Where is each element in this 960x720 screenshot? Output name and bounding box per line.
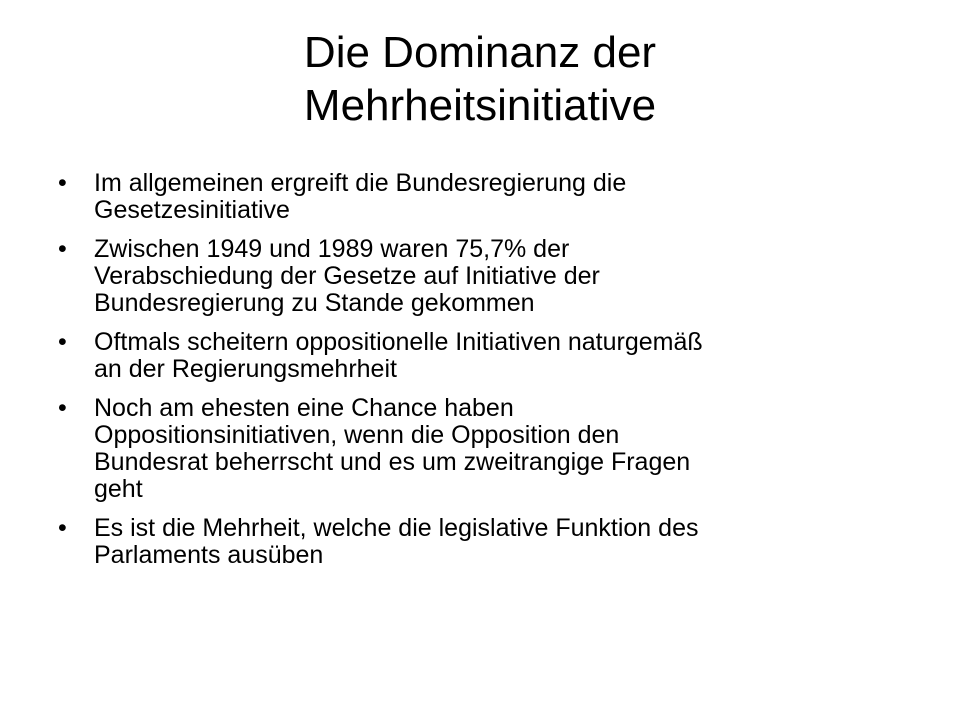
slide-title xyxy=(120,26,840,132)
bullet-item xyxy=(56,170,896,224)
bullet-line: Oppositionsinitiativen, wenn die Opposition den xyxy=(94,421,620,449)
bullet-item xyxy=(56,236,896,317)
bullet-list xyxy=(56,170,896,581)
bullet-line: Parlaments ausüben xyxy=(94,541,324,569)
bullet-line: Zwischen 1949 und 1989 waren 75,7% der xyxy=(94,235,570,263)
bullet-item xyxy=(56,515,896,569)
bullet-line: an der Regierungsmehrheit xyxy=(94,355,397,383)
bullet-line: Noch am ehesten eine Chance haben xyxy=(94,394,514,422)
bullet-dot-icon: • xyxy=(58,394,67,422)
bullet-line: Bundesregierung zu Stande gekommen xyxy=(94,289,535,317)
bullet-line: Verabschiedung der Gesetze auf Initiative der xyxy=(94,262,600,290)
bullet-line: Bundesrat beherrscht und es um zweitrangige Fragen xyxy=(94,448,691,476)
bullet-line: Oftmals scheitern oppositionelle Initiativen naturgemäß xyxy=(94,328,703,356)
bullet-dot-icon: • xyxy=(58,328,67,356)
bullet-line: Gesetzesinitiative xyxy=(94,196,290,224)
bullet-dot-icon: • xyxy=(58,169,67,197)
bullet-item xyxy=(56,395,896,503)
bullet-line: Im allgemeinen ergreift die Bundesregierung die xyxy=(94,169,627,197)
bullet-dot-icon: • xyxy=(58,235,67,263)
bullet-item xyxy=(56,329,896,383)
bullet-line: geht xyxy=(94,475,143,503)
slide-title-line: Mehrheitsinitiative xyxy=(303,81,657,130)
bullet-line: Es ist die Mehrheit, welche die legislative Funktion des xyxy=(94,514,699,542)
bullet-dot-icon: • xyxy=(58,514,67,542)
slide-title-line: Die Dominanz der xyxy=(303,28,657,77)
